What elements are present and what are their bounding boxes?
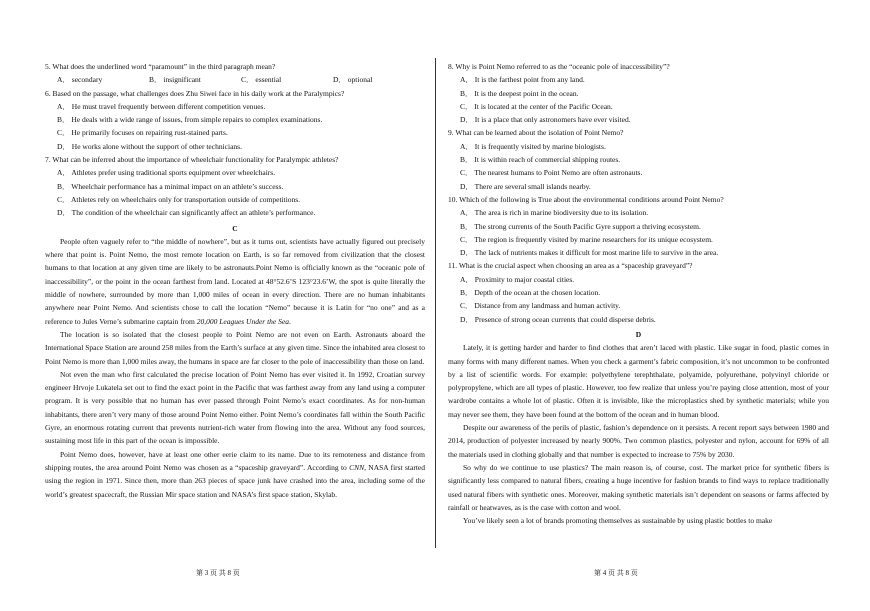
option-b: B． It is the deepest point in the ocean. [460, 88, 579, 98]
option-d: D． The lack of nutrients makes it difficult for most marine life to survive in the area. [460, 248, 719, 258]
option-b: B． insignificant [149, 75, 201, 85]
option-c: C． He primarily focuses on repairing rust-stained parts. [57, 128, 228, 138]
question-5-stem: 5. What does the underlined word “paramount” in the third paragraph mean? [45, 62, 276, 71]
section-c-heading: C [232, 223, 238, 233]
option-b: B． Wheelchair performance has a minimal impact on an athlete’s success. [57, 181, 284, 191]
option-d: D． optional [333, 75, 373, 85]
passage-c-paragraph-2: The location is so isolated that the closest people to Point Nemo are not even on Earth. Astronauts aboard the International Space Station are around 258 miles from the Earth’s surface at any given time. Since the inhabited area closest to Point Nemo is more than 1,000 miles away, the humans in space are far closer to the pole of inaccessibility than those on land. [45, 329, 425, 366]
option-c: C． essential [241, 75, 282, 85]
option-a: A． secondary [57, 75, 103, 85]
passage-d-paragraph-2: Despite our awareness of the perils of plastic, fashion’s dependence on it persists. A recent report says between 1980 and 2014, production of polyester increased by nearly 900%. Two common plastics, polyester and nylon, account for 69% of all the materials used in clothing globally and that number is expected to increase to 75% by 2030. [448, 423, 829, 459]
question-10-stem: 10. Which of the following is True about the environmental conditions around Point Nemo? [448, 194, 724, 204]
option-b: B． He deals with a wide range of issues, from simple repairs to complex examinations. [57, 115, 323, 125]
column-divider [435, 58, 436, 548]
left-column [45, 60, 425, 501]
passage-d-paragraph-4: You’ve likely seen a lot of brands promoting themselves as sustainable by using plastic bottles to make [463, 516, 773, 526]
option-d: D． The condition of the wheelchair can significantly affect an athlete’s performance. [57, 208, 316, 218]
option-d: D． There are several small islands nearby. [460, 181, 591, 191]
passage-c-paragraph-3: Not even the man who first calculated the precise location of Point Nemo has ever visited it. In 1992, Croatian survey engineer Hrvoje Lukatela set out to find the exact point in the Pacific that was farthest away from any land using a computer program. It is very possible that no human has ever passed through Point Nemo’s exact coordinates. As for non-human inhabitants, there aren’t very many of those around Point Nemo either. Point Nemo’s coordinates fall within the South Pacific Gyre, an enormous rotating current that prevents nutrient-rich water from flowing into the area. Without any food sources, sustaining most life in this part of the ocean is impossible. [45, 369, 425, 446]
question-5-options [45, 73, 425, 86]
option-a: A． He must travel frequently between different competition venues. [57, 101, 266, 111]
option-c: C． It is located at the center of the Pacific Ocean. [460, 101, 613, 111]
question-7-stem: 7. What can be inferred about the importance of wheelchair functionality for Paralympic athletes? [45, 155, 339, 165]
question-11-stem: 11. What is the crucial aspect when choosing an area as a “spaceship graveyard”? [448, 261, 693, 271]
paragraph-text: People often vaguely refer to “the middle of nowhere”, but as it turns out, scientists have actually figured out precisely where that point is. Point Nemo, the most remote location on Earth, is so far removed from civilization that the closest humans to that location at any given time are likely to be astronauts.Point Nemo is officially known as the “oceanic pole of inaccessibility”, or the point in the ocean farthest from land. Located at 48°52.6’S 123°23.6’W, the spot is quite literally the middle of nowhere, surrounded by more than 1,000 miles of ocean in every direction. There are no human inhabitants anywhere near Point Nemo. And scientists chose to call the location “Nemo” because it is Latin for “no one” and as a reference to Jules Verne’s submarine captain from [45, 236, 425, 326]
passage-d-paragraph-3: So why do we continue to use plastics? The main reason is, of course, cost. The market price for synthetic fibers is significantly less compared to natural fibers, creating a huge incentive for fashion brands to find ways to replace traditionally used natural fibers with synthetic ones. Moreover, making synthetic materials isn’t dependent on seasons or farms affected by rainfall or heatwaves, as is the case with cotton and wool. [448, 462, 829, 512]
option-a: A． Athletes prefer using traditional sports equipment over wheelchairs. [57, 168, 276, 178]
question-9-stem: 9. What can be learned about the isolation of Point Nemo? [448, 128, 624, 138]
option-b: B． Depth of the ocean at the chosen location. [460, 288, 601, 298]
option-b: B． The strong currents of the South Pacific Gyre support a thriving ecosystem. [460, 221, 701, 231]
book-title: 20,000 Leagues Under the Sea [196, 316, 289, 326]
page-number-left: 第 3 页 共 8 页 [196, 569, 240, 577]
option-d: D． He works alone without the support of other technicians. [57, 141, 242, 151]
section-d-heading: D [635, 329, 642, 339]
paragraph-text: , NASA first started using the region in 1971. Since then, more than 263 pieces of space junk have crashed into the area, including some of the world’s greatest spacecraft, the Russian Mir space station and NASA’s first space station, Skylab. [45, 462, 425, 499]
option-a: A． It is frequently visited by marine biologists. [460, 141, 606, 151]
paragraph-text: Point Nemo does, however, have at least one other eerie claim to its name. Due to its remoteness and distance from shipping routes, the area around Point Nemo was chosen as a “spaceship graveyard”. According to [45, 449, 425, 472]
paragraph-text: . [288, 316, 291, 326]
option-c: C． Distance from any landmass and human activity. [460, 301, 621, 311]
question-6-stem: 6. Based on the passage, what challenges does Zhu Siwei face in his daily work at the Paralympics? [45, 88, 345, 98]
option-a: A． Proximity to major coastal cities. [460, 274, 575, 284]
page-number-right: 第 4 页 共 8 页 [594, 569, 638, 577]
right-column [448, 60, 829, 527]
option-d: D． Presence of strong ocean currents that could disperse debris. [460, 314, 656, 324]
passage-c-paragraph-1 [45, 235, 425, 328]
option-d: D． It is a place that only astronomers have ever visited. [460, 115, 631, 125]
question-8-stem: 8. Why is Point Nemo referred to as the “oceanic pole of inaccessibility”? [448, 62, 670, 71]
passage-c-paragraph-4 [45, 448, 425, 501]
passage-d-paragraph-1: Lately, it is getting harder and harder to find clothes that aren’t laced with plastic. Like sugar in food, plastic comes in many forms with many different names. When you check a garment’s fabric composition, it’s not uncommon to be confronted by a list of scientific words. For example: polyethylene terephthalate, polyamide, polyurethane, polyvinyl chloride or polypropylene, which are all types of plastic. However, too few realize that unless you’re paying close attention, most of your wardrobe contains a whole lot of plastic. Often it is invisible, like the microplastics shed by synthetic materials; while you may never see them, they have been found at the bottom of the ocean and in human blood. [448, 343, 829, 419]
option-c: C． The region is frequently visited by marine researchers for its unique ecosystem. [460, 234, 713, 244]
option-c: C． Athletes rely on wheelchairs only for transportation outside of competitions. [57, 194, 301, 204]
option-a: A． The area is rich in marine biodiversity due to its isolation. [460, 208, 649, 218]
option-a: A． It is the farthest point from any land. [460, 75, 585, 85]
option-c: C． The nearest humans to Point Nemo are often astronauts. [460, 168, 643, 178]
option-b: B． It is within reach of commercial shipping routes. [460, 155, 621, 165]
source-name: CNN [349, 462, 365, 472]
